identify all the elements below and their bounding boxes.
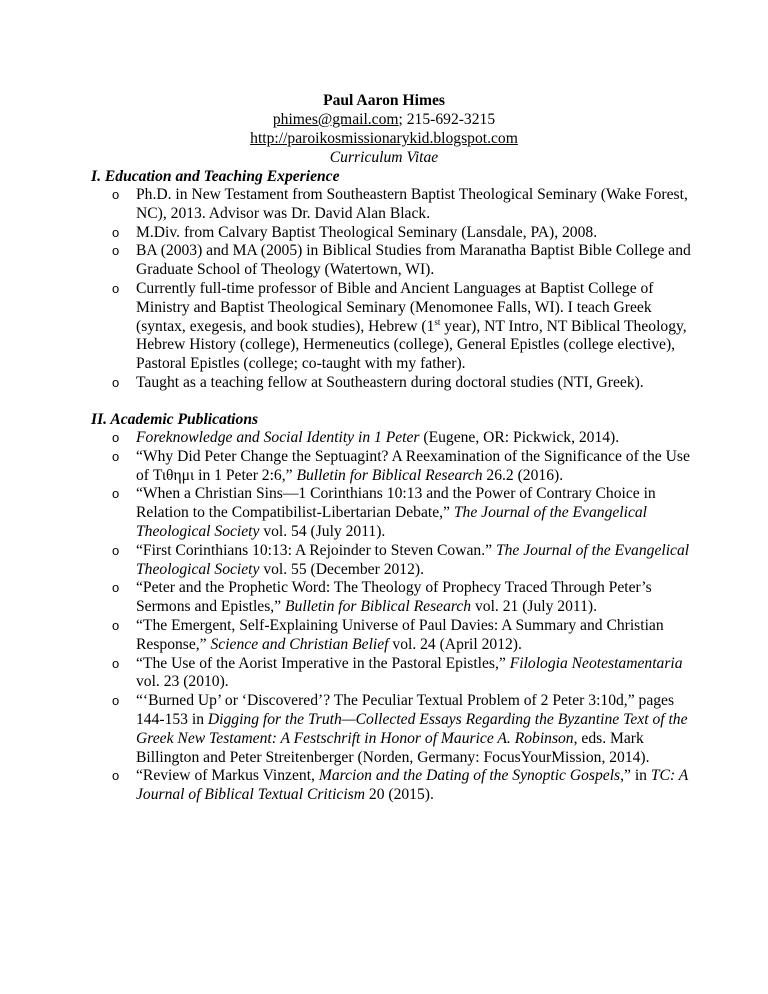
author-name: Paul Aaron Himes xyxy=(323,92,445,109)
bullet-icon: o xyxy=(112,224,120,240)
list-item: o “When a Christian Sins—1 Corinthians 10:13 and the Power of Contrary Choice in Relation to the Compatibilist-Libertarian Debate,” The Journal of the Evangelical Theological Society vol. 54 (July 2011). xyxy=(112,485,656,540)
bullet-icon: o xyxy=(112,580,120,596)
blog-url[interactable]: http://paroikosmissionarykid.blogspot.com xyxy=(250,130,518,147)
bullet-icon: o xyxy=(112,617,120,633)
education-heading: I. Education and Teaching Experience xyxy=(91,168,340,185)
email-link[interactable]: phimes@gmail.com xyxy=(272,111,399,128)
publications-heading: II. Academic Publications xyxy=(91,411,259,428)
list-item: o BA (2003) and MA (2005) in Biblical Studies from Maranatha Baptist Bible College and Graduate School of Theology (Watertown, WI). xyxy=(112,242,691,279)
contact-line xyxy=(0,110,768,129)
phone-text: ; 215-692-3215 xyxy=(398,111,496,128)
education-list xyxy=(91,186,691,393)
bullet-icon: o xyxy=(112,693,120,709)
education-section xyxy=(91,167,691,393)
bullet-icon: o xyxy=(112,542,120,558)
bullet-icon: o xyxy=(112,187,120,202)
publications-list xyxy=(91,429,691,805)
list-item: o “Peter and the Prophetic Word: The Theology of Prophecy Traced Through Peter’s Sermons and Epistles,” Bulletin for Biblical Research vol. 21 (July 2011). xyxy=(112,579,652,616)
bullet-icon: o xyxy=(112,655,120,671)
list-item: o Taught as a teaching fellow at Southeastern during doctoral studies (NTI, Greek). xyxy=(112,373,644,391)
bullet-icon: o xyxy=(112,374,120,390)
publications-section xyxy=(91,410,691,805)
list-item: o Ph.D. in New Testament from Southeastern Baptist Theological Seminary (Wake Forest, NC), 2013. Advisor was Dr. David Alan Black. xyxy=(112,186,688,222)
list-item: o “‘Burned Up’ or ‘Discovered’? The Peculiar Textual Problem of 2 Peter 3:10d,” pages 144-153 in Digging for the Truth—Collected Essays Regarding the Byzantine Text of the Greek New Testament: A Festschrift in Honor of Maurice A. Robinson, eds. Mark Billington and Peter Streitenberger (Norden, Germany: FocusYourMission, 2014). xyxy=(112,692,688,766)
blog-link[interactable] xyxy=(0,129,768,148)
list-item: o “The Use of the Aorist Imperative in the Pastoral Epistles,” Filologia Neotestamentaria vol. 23 (2010). xyxy=(112,654,683,691)
list-item: o “Why Did Peter Change the Septuagint? A Reexamination of the Significance of the Use of Τιθημι in 1 Peter 2:6,” Bulletin for Biblical Research 26.2 (2016). xyxy=(112,447,690,484)
list-item: o “The Emergent, Self-Explaining Universe of Paul Davies: A Summary and Christian Response,” Science and Christian Belief vol. 24 (April 2012). xyxy=(112,616,664,653)
bullet-icon: o xyxy=(112,430,120,445)
bullet-icon: o xyxy=(112,448,120,464)
cv-header xyxy=(0,91,768,167)
list-item: o “First Corinthians 10:13: A Rejoinder to Steven Cowan.” The Journal of the Evangelical Theological Society vol. 55 (December 2012). xyxy=(112,541,690,578)
list-item: o M.Div. from Calvary Baptist Theological Seminary (Lansdale, PA), 2008. xyxy=(112,223,598,241)
list-item: o Foreknowledge and Social Identity in 1 Peter (Eugene, OR: Pickwick, 2014). xyxy=(112,429,620,446)
bullet-icon: o xyxy=(112,243,120,259)
bullet-icon: o xyxy=(112,280,120,296)
list-item: o Currently full-time professor of Bible and Ancient Languages at Baptist College of Ministry and Baptist Theological Seminary (Menomonee Falls, WI). I teach Greek (syntax, exegesis, and book studies), Hebrew (1st year), NT Intro, NT Biblical Theology, Hebrew History (college), Hermeneutics (college), General Epistles (college elective), Pastoral Epistles (college; co-taught with my father). xyxy=(112,279,687,373)
document-title: Curriculum Vitae xyxy=(329,149,439,166)
bullet-icon: o xyxy=(112,768,120,784)
bullet-icon: o xyxy=(112,486,120,502)
list-item: o “Review of Markus Vinzent, Marcion and the Dating of the Synoptic Gospels,” in TC: A Journal of Biblical Textual Criticism 20 (2015). xyxy=(112,767,689,804)
